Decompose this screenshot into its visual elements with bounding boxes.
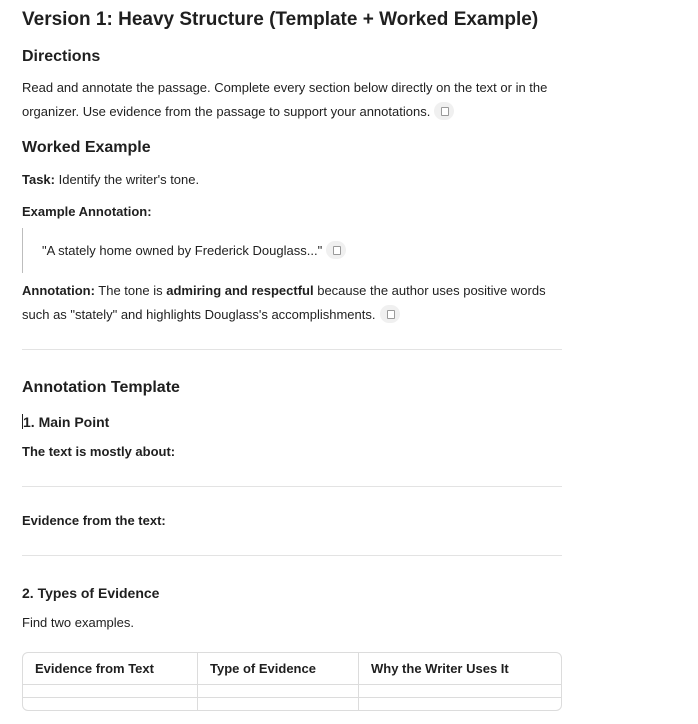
main-point-heading-text: 1. Main Point (23, 414, 110, 430)
quote-line (42, 239, 346, 263)
table-header-row (23, 653, 561, 685)
example-annotation-label: Example Annotation: (22, 204, 152, 219)
answer-line[interactable] (22, 486, 562, 487)
directions-text (22, 76, 562, 124)
citation-icon[interactable] (326, 241, 346, 259)
task-label: Task: (22, 172, 55, 187)
table-row (23, 685, 561, 698)
table-cell[interactable] (358, 698, 561, 710)
main-point-heading[interactable] (22, 414, 109, 430)
divider (22, 349, 562, 350)
table-cell[interactable] (23, 685, 197, 698)
evidence-prompt: Evidence from the text: (22, 513, 166, 528)
annotation-pre: The tone is (94, 283, 167, 298)
blockquote (22, 228, 543, 273)
table-cell[interactable] (23, 698, 197, 710)
annotation-template-heading: Annotation Template (22, 379, 180, 396)
directions-heading: Directions (22, 48, 101, 65)
annotation-paragraph (22, 279, 562, 327)
types-of-evidence-heading: 2. Types of Evidence (22, 585, 160, 601)
annotation-bold: admiring and respectful (166, 283, 314, 298)
column-header: Why the Writer Uses It (358, 653, 561, 685)
task-text: Identify the writer's tone. (55, 172, 200, 187)
evidence-table (22, 652, 562, 711)
types-instruction: Find two examples. (22, 615, 134, 630)
table-cell[interactable] (197, 685, 358, 698)
citation-icon[interactable] (380, 305, 400, 323)
annotation-label: Annotation: (22, 283, 95, 298)
column-header: Evidence from Text (23, 653, 197, 685)
answer-line[interactable] (22, 555, 562, 556)
page-title: Version 1: Heavy Structure (Template + Worked Example) (22, 9, 539, 30)
task-line (22, 168, 562, 192)
table-cell[interactable] (197, 698, 358, 710)
directions-body: Read and annotate the passage. Complete every section below directly on the text or in the organizer. Use evidence from the passage to support your annotations. (22, 80, 548, 119)
main-point-prompt: The text is mostly about: (22, 444, 176, 459)
quote-text: "A stately home owned by Frederick Douglass..." (42, 243, 323, 258)
column-header: Type of Evidence (197, 653, 358, 685)
table-row (23, 698, 561, 710)
annotation-post: because the author uses positive words such as "stately" and highlights Douglass's accomplishments. (22, 283, 546, 322)
table-cell[interactable] (358, 685, 561, 698)
worked-example-heading: Worked Example (22, 139, 151, 156)
citation-icon[interactable] (434, 102, 454, 120)
